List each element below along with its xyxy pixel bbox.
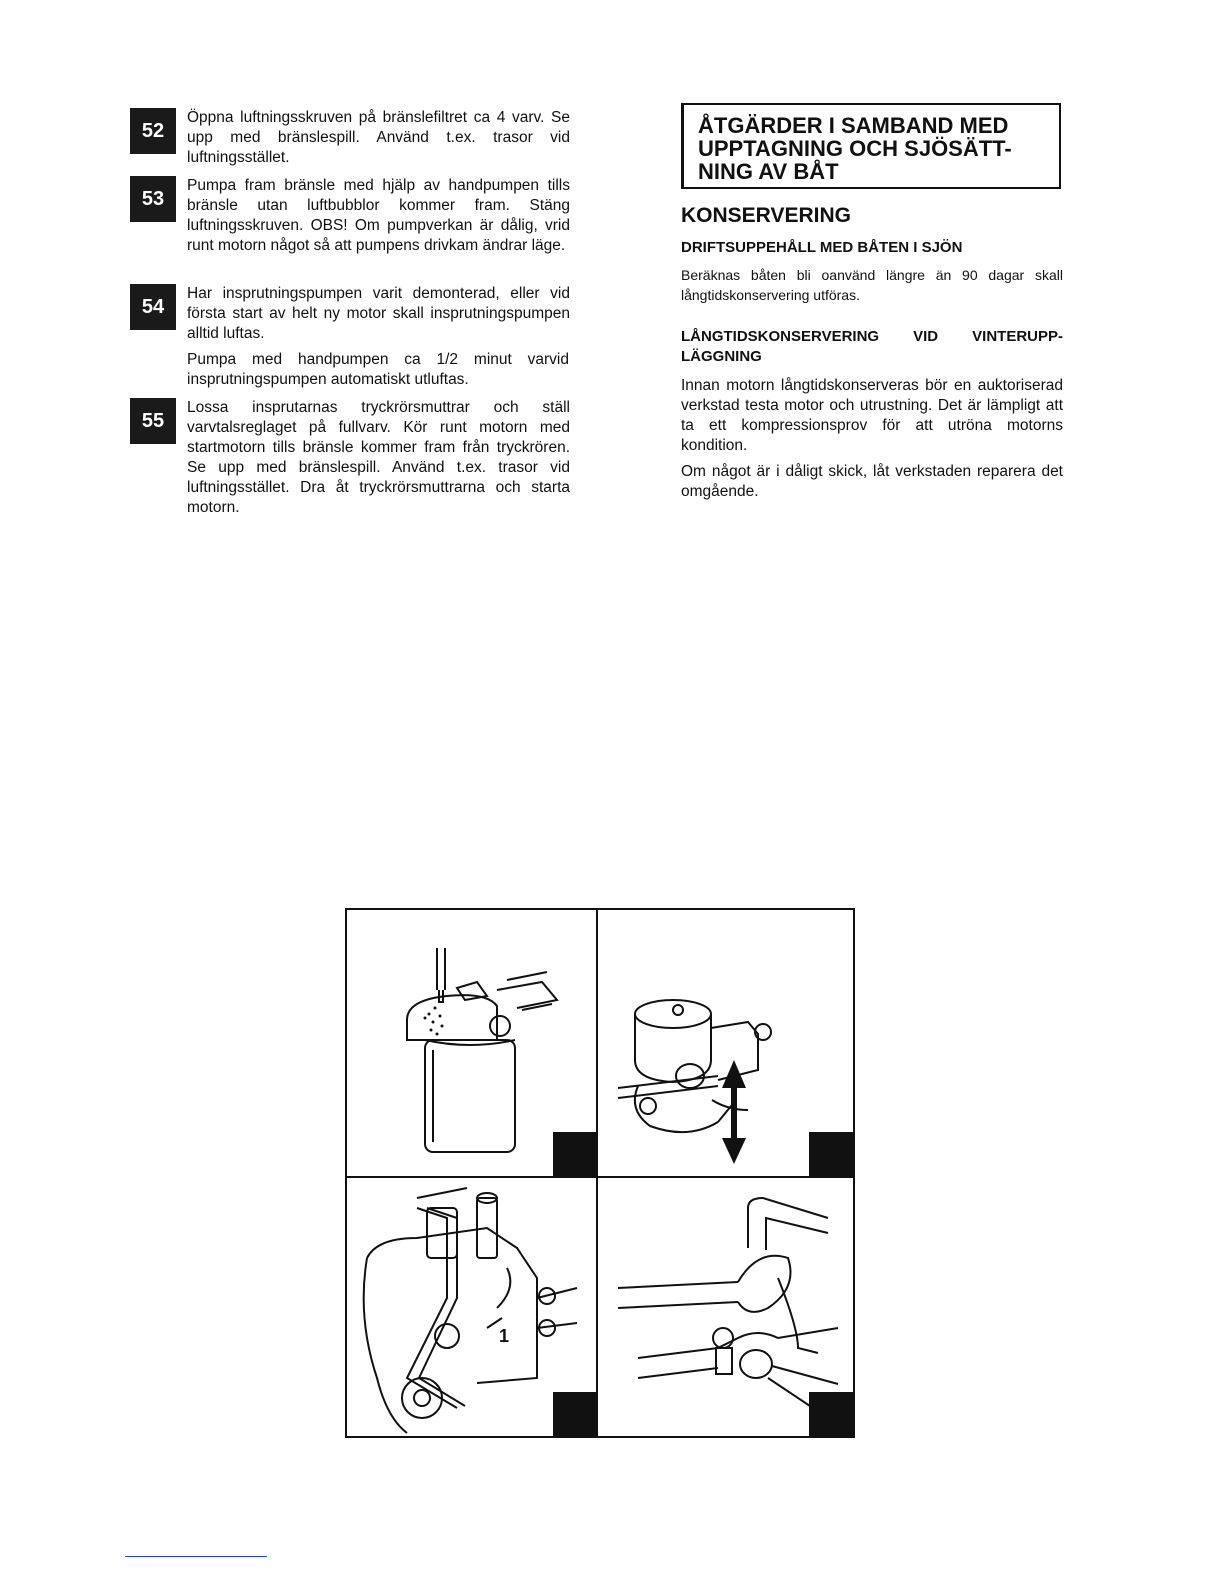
- subheading-vinteruppläggning: LÅNGTIDSKONSERVERING VID VINTERUPP-LÄGGNING: [681, 328, 1063, 365]
- step-text: Pumpa fram bränsle med hjälp av handpumpen tills bränsle utan luftbubblor kommer fram. Stäng luftningsskruven. OBS! Om pumpverkan är dålig, vrid runt motorn något så att pumpens drivkam ändrar läge.: [187, 177, 570, 254]
- section-title-line: UPPTAGNING OCH SJÖSÄTT-: [698, 136, 1012, 161]
- step-text: Har insprutningspumpen varit demonterad, eller vid första start av helt ny motor skall insprutningspumpen alltid luftas.: [187, 285, 570, 342]
- step-54: [130, 284, 570, 344]
- step-number-badge: 52: [130, 108, 176, 154]
- subheading-driftsuppehall: DRIFTSUPPEHÅLL MED BÅTEN I SJÖN: [681, 239, 963, 256]
- callout-label: 1: [499, 1326, 510, 1346]
- panel-corner-marker: [809, 1132, 853, 1178]
- paragraph-1: Beräknas båten bli oanvänd längre än 90 dagar skall långtidskonservering utföras.: [681, 267, 1063, 303]
- step-text: Öppna luftningsskruven på bränslefiltret ca 4 varv. Se upp med bränslespill. Använd t.ex. trasor vid luftningsstället.: [187, 109, 570, 166]
- step-number-badge: 55: [130, 398, 176, 444]
- paragraph-2: Innan motorn långtidskonserveras bör en auktoriserad verkstad testa motor och utrustning. Det är lämpligt att ta ett kompressionsprov för att utröna motorns kondition.: [681, 377, 1063, 454]
- paragraph-3: Om något är i dåligt skick, låt verkstaden reparera det omgående.: [681, 463, 1063, 500]
- step-54-note: Pumpa med handpumpen ca 1/2 minut varvid insprutningspumpen automatiskt utluftas.: [187, 351, 569, 388]
- section-title-line: ÅTGÄRDER I SAMBAND MED: [698, 113, 1009, 138]
- footer-rule: [125, 1556, 267, 1557]
- section-title-box: [681, 103, 1061, 189]
- step-text: Lossa insprutarnas tryckrörsmuttrar och ställ varvtalsreglaget på fullvarv. Kör runt motorn med startmotorn tills bränsle kommer fram från tryckrören. Se upp med bränslespill. Använd t.ex. trasor vid luftningsstället. Dra åt tryckrörsmuttrarna och starta motorn.: [187, 399, 570, 516]
- section-title-line: NING AV BÅT: [698, 159, 839, 184]
- heading-konservering: KONSERVERING: [681, 204, 851, 227]
- step-55: [130, 398, 570, 518]
- panel-corner-marker: [809, 1392, 853, 1438]
- step-52: [130, 108, 570, 168]
- step-number-badge: 53: [130, 176, 176, 222]
- step-53: [130, 176, 570, 256]
- illustration-grid: [345, 908, 855, 1438]
- panel-corner-marker: [553, 1392, 597, 1438]
- step-number-badge: 54: [130, 284, 176, 330]
- panel-corner-marker: [553, 1132, 597, 1178]
